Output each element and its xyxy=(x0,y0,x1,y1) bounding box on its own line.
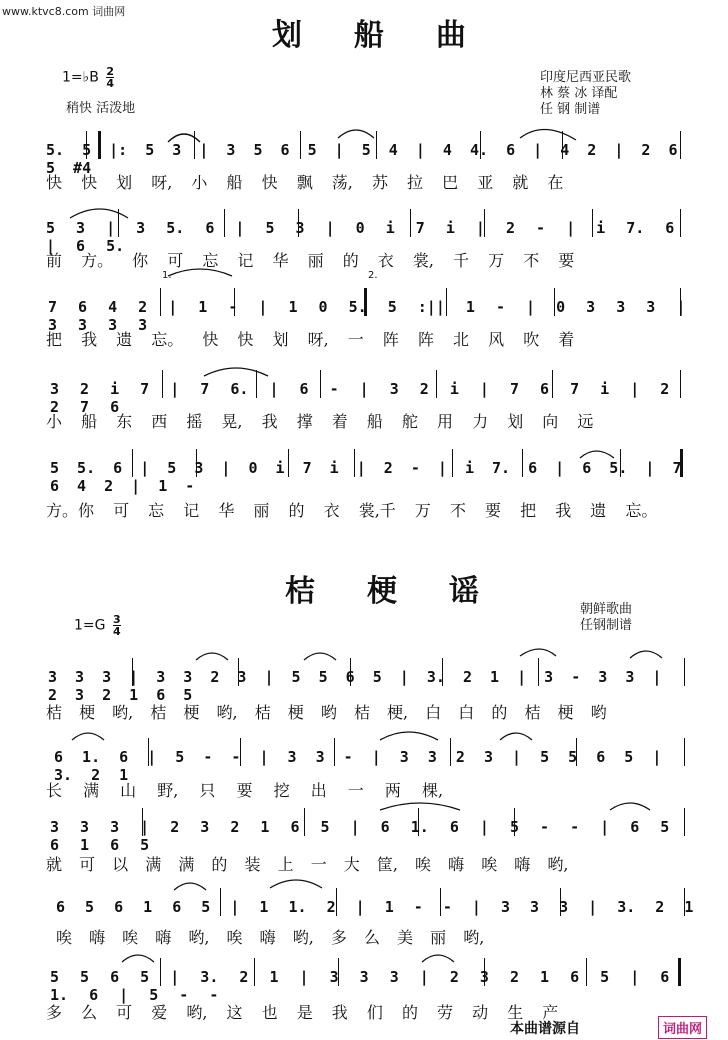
score-row xyxy=(0,213,728,255)
key-signature-1: 1=♭B $\frac{2}{4}$ xyxy=(62,65,114,90)
tempo-marking-1: 稍快 活泼地 xyxy=(66,101,136,116)
song-title-2: 桔梗谣 xyxy=(285,574,531,609)
notation-line: 5 5 6 5 | 3. 2 1 | 3 3 3 | 2 3 2 1 6 5 | 6 1. 6 | 5 - - xyxy=(50,968,670,1004)
score-row xyxy=(0,892,728,922)
brand-logo[interactable]: 词曲网 xyxy=(658,1016,707,1039)
notation-line: 3 3 3 | 3 3 2 3 | 5 5 6 5 | 3. 2 1 | 3 - 3 3 | 2 3 2 1 6 5 xyxy=(48,668,662,704)
credit-1-line-1: 印度尼西亚民歌 xyxy=(540,70,632,85)
time-signature-1: $\frac{2}{4}$ xyxy=(106,65,114,90)
score-row xyxy=(0,662,728,704)
notation-line: 5 3 | 3 5. 6 | 5 3 | 0 i 7 i | 2 - | i 7. 6 | 6 5. xyxy=(46,219,675,255)
score-row xyxy=(0,812,728,854)
song-title-1: 划船曲 xyxy=(272,18,518,53)
score-row xyxy=(0,374,728,416)
source-watermark: 本曲谱源自 xyxy=(510,1021,580,1037)
volta-1: 1. xyxy=(162,270,172,281)
notation-line: 7 6 4 2 | 1 - | 1 0 5. 5 :|| 1 - | 0 3 3 3 | 3 3 3 3 xyxy=(48,298,686,334)
notation-line: 5 5. 6 | 5 3 | 0 i 7 i | 2 - | i 7. 6 | 6 5. | 7 6 4 2 | 1 - xyxy=(50,459,682,495)
notation-line: 6 1. 6 | 5 - - | 3 3 - | 3 3 2 3 | 5 5 6 5 | 3. 2 1 xyxy=(54,748,662,784)
credit-1-line-3: 任 钢 制谱 xyxy=(540,102,601,117)
notation-line: 3 3 3 | 2 3 2 1 6 5 | 6 1. 6 | 5 - - | 6 5 6 1 6 5 xyxy=(50,818,670,854)
credit-2-line-1: 朝鲜歌曲 xyxy=(580,602,633,617)
time-signature-2: $\frac{3}{4}$ xyxy=(112,613,121,638)
score-row xyxy=(0,962,728,1004)
site-header[interactable]: www.ktvc8.com 词曲网 xyxy=(2,5,126,18)
score-row xyxy=(0,453,728,495)
notation-line: 6 5 6 1 6 5 | 1 1. 2 | 1 - - | 3 3 3 | 3. 2 1 xyxy=(56,898,694,916)
volta-2: 2. xyxy=(368,270,378,281)
score-row xyxy=(0,292,728,334)
credit-1-line-2: 林 蔡 冰 译配 xyxy=(540,86,618,101)
credit-2-line-2: 任钢制谱 xyxy=(580,618,633,633)
score-row xyxy=(0,742,728,784)
key-signature-2: 1=G $\frac{3}{4}$ xyxy=(74,613,121,638)
score-row xyxy=(0,135,728,177)
notation-line: 3 2 i 7 | 7 6. | 6 - | 3 2 i | 7 6 7 i | 2 2 7 6 xyxy=(50,380,670,416)
notation-line: 5. 5 |: 5 3 | 3 5 6 5 | 5 4 | 4 4. 6 | 4 2 | 2 6 5 #4 xyxy=(46,141,678,177)
